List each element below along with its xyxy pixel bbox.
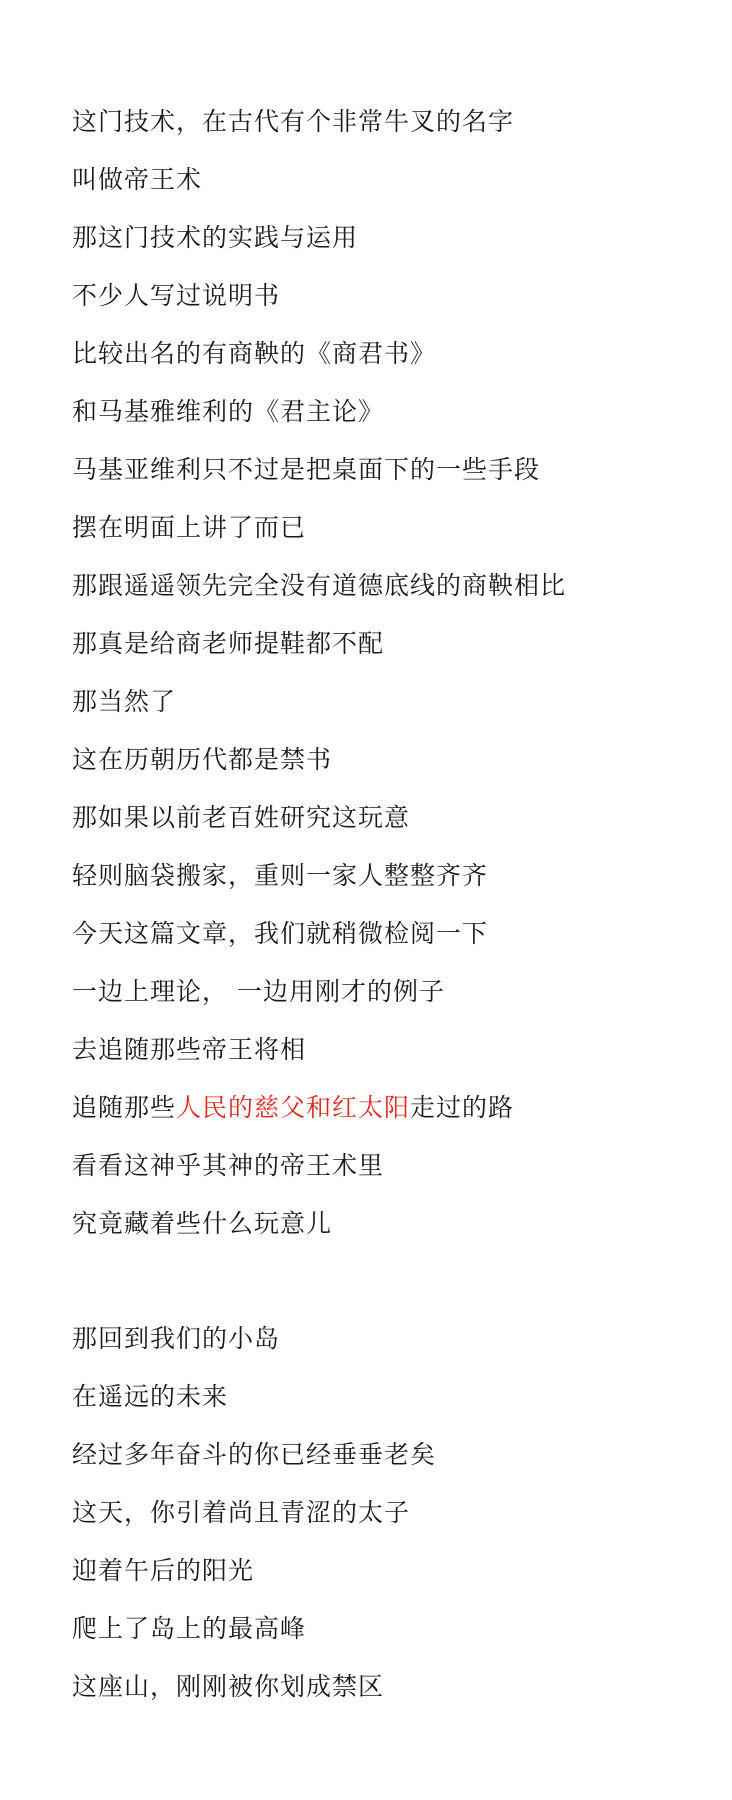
text-line: 轻则脑袋搬家，重则一家人整整齐齐 bbox=[72, 861, 489, 890]
paragraph-2 bbox=[72, 1310, 672, 1716]
highlighted-text: 人民的慈父和红太阳 bbox=[176, 1093, 411, 1122]
text-line: 一边上理论， 一边用刚才的例子 bbox=[72, 977, 445, 1006]
text-line: 这门技术，在古代有个非常牛叉的名字 bbox=[72, 107, 515, 136]
text-line: 那回到我们的小岛 bbox=[72, 1324, 281, 1353]
text-line: 那真是给商老师提鞋都不配 bbox=[72, 629, 385, 658]
text-line: 这在历朝历代都是禁书 bbox=[72, 745, 333, 774]
text-line: 摆在明面上讲了而已 bbox=[72, 513, 307, 542]
text-line: 爬上了岛上的最高峰 bbox=[72, 1614, 307, 1643]
text-line: 比较出名的有商鞅的《商君书》 bbox=[72, 339, 437, 368]
text-segment: 追随那些 bbox=[72, 1093, 177, 1122]
text-segment: 走过的路 bbox=[410, 1093, 515, 1122]
text-line: 这座山，刚刚被你划成禁区 bbox=[72, 1672, 385, 1701]
text-line: 今天这篇文章，我们就稍微检阅一下 bbox=[72, 919, 489, 948]
text-line: 去追随那些帝王将相 bbox=[72, 1035, 307, 1064]
text-line: 马基亚维利只不过是把桌面下的一些手段 bbox=[72, 455, 541, 484]
text-line: 经过多年奋斗的你已经垂垂老矣 bbox=[72, 1440, 437, 1469]
text-line: 这天，你引着尚且青涩的太子 bbox=[72, 1498, 411, 1527]
highlighted-text-line bbox=[72, 1079, 672, 1137]
text-line: 那跟遥遥领先完全没有道德底线的商鞅相比 bbox=[72, 571, 567, 600]
text-line: 究竟藏着些什么玩意儿 bbox=[72, 1209, 333, 1238]
text-line: 不少人写过说明书 bbox=[72, 281, 281, 310]
text-line: 迎着午后的阳光 bbox=[72, 1556, 255, 1585]
text-line: 看看这神乎其神的帝王术里 bbox=[72, 1151, 385, 1180]
paragraph-1 bbox=[72, 93, 672, 1253]
text-line: 叫做帝王术 bbox=[72, 165, 203, 194]
text-line: 那当然了 bbox=[72, 687, 177, 716]
text-line: 和马基雅维利的《君主论》 bbox=[72, 397, 385, 426]
article-body bbox=[72, 93, 672, 1716]
text-line: 那如果以前老百姓研究这玩意 bbox=[72, 803, 411, 832]
text-line: 在遥远的未来 bbox=[72, 1382, 229, 1411]
text-line: 那这门技术的实践与运用 bbox=[72, 223, 359, 252]
